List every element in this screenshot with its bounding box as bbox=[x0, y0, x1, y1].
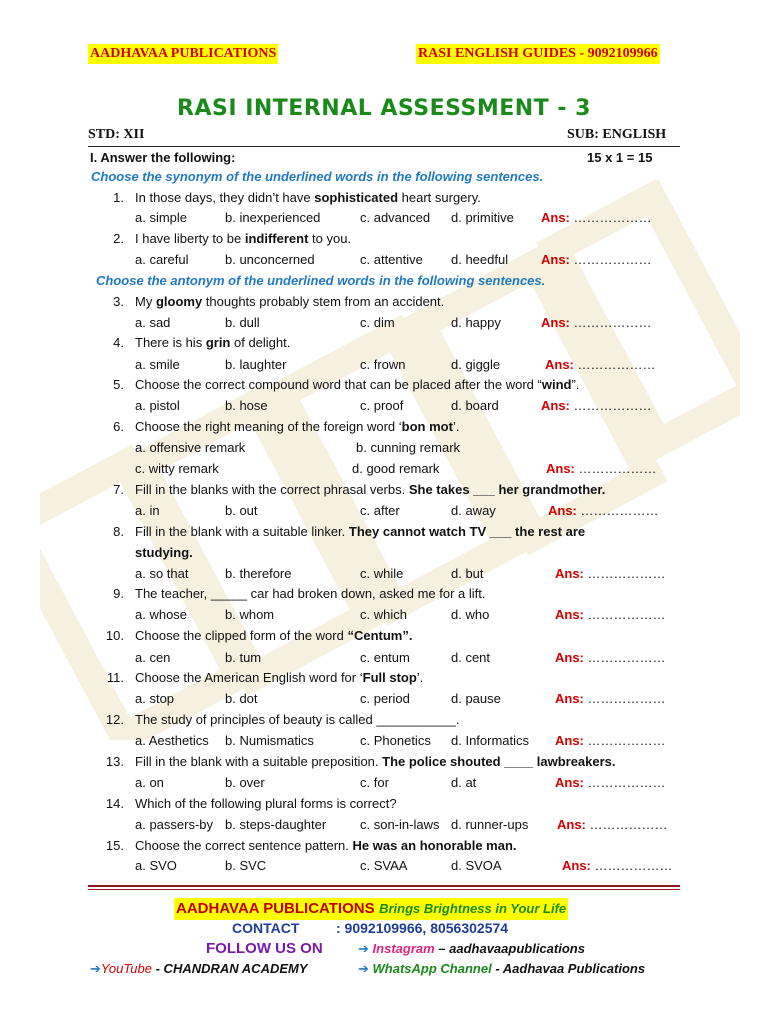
question-number: 8. bbox=[113, 524, 124, 539]
answer-blank[interactable] bbox=[548, 503, 659, 518]
question-text bbox=[135, 586, 486, 601]
answer-dots: ……………… bbox=[573, 398, 652, 413]
question-number: 7. bbox=[113, 482, 124, 497]
answer-label: Ans: bbox=[555, 566, 584, 581]
question-text-plain: Choose the clipped form of the word bbox=[135, 628, 348, 643]
answer-option[interactable]: d. primitive bbox=[451, 210, 514, 225]
answer-option[interactable]: b. inexperienced bbox=[225, 210, 321, 225]
arrow-icon: ➔ bbox=[358, 961, 369, 976]
question-number: 12. bbox=[105, 712, 124, 727]
question-text bbox=[135, 524, 585, 539]
question-text-plain: In those days, they didn’t have bbox=[135, 190, 315, 205]
footer-publisher: AADHAVAA PUBLICATIONS bbox=[176, 900, 375, 917]
whatsapp-label: WhatsApp Channel bbox=[372, 961, 492, 976]
answer-option[interactable]: b. steps-daughter bbox=[225, 817, 327, 832]
answer-option[interactable]: b. cunning remark bbox=[356, 440, 461, 455]
answer-option[interactable]: b. therefore bbox=[225, 566, 292, 581]
answer-blank[interactable] bbox=[562, 858, 673, 873]
answer-label: Ans: bbox=[546, 461, 575, 476]
contact-label: CONTACT bbox=[232, 920, 300, 936]
question-text-plain: The teacher, _____ car had broken down, asked me for a lift. bbox=[135, 586, 486, 601]
answer-option[interactable]: b. tum bbox=[225, 650, 262, 665]
question-text-plain: thoughts probably stem from an accident. bbox=[202, 294, 445, 309]
footer-brand bbox=[174, 898, 568, 920]
subject-label: SUB: ENGLISH bbox=[567, 127, 667, 142]
instruction-synonym: Choose the synonym of the underlined words in the following sentences. bbox=[91, 169, 544, 184]
answer-option[interactable]: a. stop bbox=[135, 691, 175, 706]
answer-option[interactable]: b. unconcerned bbox=[225, 252, 315, 267]
answer-blank[interactable] bbox=[555, 650, 666, 665]
contact-value: : 9092109966, 8056302574 bbox=[336, 920, 509, 936]
answer-dots: ……………… bbox=[587, 607, 666, 622]
answer-option[interactable]: d. giggle bbox=[451, 357, 501, 372]
answer-option[interactable]: c. son-in-laws bbox=[360, 817, 440, 832]
question-text bbox=[135, 670, 423, 685]
answer-option[interactable]: a. Aesthetics bbox=[135, 733, 209, 748]
follow-heading: FOLLOW US ON bbox=[206, 940, 323, 957]
answer-option[interactable]: c. dim bbox=[360, 315, 395, 330]
answer-label: Ans: bbox=[555, 607, 584, 622]
question-text-emphasis: gloomy bbox=[155, 294, 203, 309]
answer-blank[interactable] bbox=[555, 607, 666, 622]
footer-divider-thin bbox=[88, 889, 680, 890]
question-number: 10. bbox=[105, 628, 124, 643]
answer-label: Ans: bbox=[555, 775, 584, 790]
answer-option[interactable]: c. after bbox=[360, 503, 400, 518]
question-text-plain: Fill in the blank with a suitable linker. bbox=[135, 524, 349, 539]
answer-option[interactable]: d. heedful bbox=[451, 252, 509, 267]
answer-label: Ans: bbox=[555, 733, 584, 748]
answer-option[interactable]: a. SVO bbox=[135, 858, 177, 873]
answer-option[interactable]: c. period bbox=[360, 691, 410, 706]
answer-option[interactable]: b. Numismatics bbox=[225, 733, 314, 748]
answer-option[interactable]: d. who bbox=[451, 607, 490, 622]
youtube-label: YouTube bbox=[100, 961, 152, 976]
instruction-antonym: Choose the antonym of the underlined words in the following sentences. bbox=[96, 273, 546, 288]
answer-dots: ……………… bbox=[587, 650, 666, 665]
question-number: 14. bbox=[105, 796, 124, 811]
question-number: 6. bbox=[113, 419, 124, 434]
youtube-channel: - CHANDRAN ACADEMY bbox=[152, 961, 308, 976]
question-text-plain: to you. bbox=[308, 231, 352, 246]
answer-option[interactable]: c. while bbox=[360, 566, 404, 581]
question-text-plain: Fill in the blanks with the correct phrasal verbs. bbox=[135, 482, 409, 497]
answer-label: Ans: bbox=[555, 650, 584, 665]
answer-blank[interactable] bbox=[555, 775, 666, 790]
answer-label: Ans: bbox=[541, 315, 570, 330]
question-text-emphasis: wind bbox=[541, 377, 572, 392]
footer-tagline: Brings Brightness in Your Life bbox=[379, 901, 567, 916]
question-text-plain: of delight. bbox=[230, 335, 291, 350]
answer-dots: ……………… bbox=[587, 691, 666, 706]
answer-option[interactable]: b. hose bbox=[225, 398, 268, 413]
question-text-emphasis: She takes ___ her grandmother. bbox=[408, 482, 606, 497]
answer-option[interactable]: b. over bbox=[225, 775, 265, 790]
question-text-plain: Choose the correct compound word that can be placed after the word “ bbox=[135, 377, 542, 392]
question-text bbox=[135, 190, 481, 205]
answer-dots: ……………… bbox=[577, 357, 656, 372]
answer-option[interactable]: a. pistol bbox=[135, 398, 180, 413]
question-text bbox=[135, 628, 412, 643]
answer-option[interactable]: a. offensive remark bbox=[135, 440, 246, 455]
answer-dots: ……………… bbox=[573, 315, 652, 330]
question-number: 1. bbox=[113, 190, 124, 205]
answer-option[interactable]: a. whose bbox=[135, 607, 188, 622]
question-number: 13. bbox=[105, 754, 124, 769]
instagram-label: Instagram bbox=[372, 941, 435, 956]
footer-divider bbox=[88, 885, 680, 887]
question-number: 15. bbox=[105, 838, 124, 853]
question-text-plain: ’. bbox=[452, 419, 460, 434]
whatsapp-link[interactable] bbox=[358, 961, 645, 977]
question-text-plain: ”. bbox=[571, 377, 580, 392]
question-text-plain: There is his bbox=[135, 335, 206, 350]
answer-dots: ……………… bbox=[589, 817, 668, 832]
answer-option[interactable]: d. but bbox=[451, 566, 484, 581]
answer-option[interactable]: a. passers-by bbox=[135, 817, 214, 832]
answer-option[interactable]: d. runner-ups bbox=[451, 817, 529, 832]
question-text-emphasis: “Centum”. bbox=[347, 628, 413, 643]
question-text bbox=[135, 712, 460, 727]
answer-option[interactable]: c. SVAA bbox=[360, 858, 408, 873]
answer-option[interactable]: c. frown bbox=[360, 357, 406, 372]
question-text-plain: The study of principles of beauty is called ___________. bbox=[135, 712, 460, 727]
answer-option[interactable]: d. SVOA bbox=[451, 858, 502, 873]
answer-label: Ans: bbox=[548, 503, 577, 518]
arrow-icon: ➔ bbox=[90, 961, 101, 976]
answer-option[interactable]: d. happy bbox=[451, 315, 501, 330]
answer-option[interactable]: d. Informatics bbox=[451, 733, 530, 748]
answer-blank[interactable] bbox=[555, 733, 666, 748]
answer-dots: ……………… bbox=[587, 566, 666, 581]
question-number: 4. bbox=[113, 335, 124, 350]
answer-label: Ans: bbox=[555, 691, 584, 706]
question-text-emphasis: He was an honorable man. bbox=[352, 838, 517, 853]
answer-blank[interactable] bbox=[555, 691, 666, 706]
question-text bbox=[135, 796, 397, 811]
answer-option[interactable]: b. out bbox=[225, 503, 258, 518]
question-number: 5. bbox=[113, 377, 124, 392]
question-text-plain: I have liberty to be bbox=[135, 231, 245, 246]
question-text-plain: Choose the correct sentence pattern. bbox=[135, 838, 353, 853]
answer-option[interactable]: a. careful bbox=[135, 252, 189, 267]
arrow-icon: ➔ bbox=[358, 941, 369, 956]
header-divider bbox=[88, 146, 680, 147]
answer-label: Ans: bbox=[541, 398, 570, 413]
answer-option[interactable]: d. pause bbox=[451, 691, 501, 706]
answer-dots: ……………… bbox=[578, 461, 657, 476]
question-text-emphasis: Full stop bbox=[362, 670, 417, 685]
std-label: STD: XII bbox=[88, 127, 145, 142]
question-text-plain: Choose the right meaning of the foreign word ‘ bbox=[135, 419, 402, 434]
question-text-plain: ’. bbox=[416, 670, 424, 685]
answer-option[interactable]: d. cent bbox=[451, 650, 491, 665]
answer-blank[interactable] bbox=[541, 252, 652, 267]
answer-option[interactable]: c. proof bbox=[360, 398, 404, 413]
question-text bbox=[135, 294, 444, 309]
answer-option[interactable]: c. witty remark bbox=[135, 461, 219, 476]
answer-option[interactable]: b. laughter bbox=[225, 357, 287, 372]
question-text bbox=[135, 377, 579, 392]
question-text-emphasis: They cannot watch TV ___ the rest are bbox=[348, 524, 586, 539]
question-number: 3. bbox=[113, 294, 124, 309]
question-text-emphasis: sophisticated bbox=[314, 190, 399, 205]
question-text-emphasis: bon mot bbox=[401, 419, 453, 434]
question-text-emphasis: The police shouted ____ lawbreakers. bbox=[382, 754, 616, 769]
question-text bbox=[135, 754, 616, 769]
question-number: 2. bbox=[113, 231, 124, 246]
question-text-emphasis: indifferent bbox=[244, 231, 309, 246]
answer-dots: ……………… bbox=[573, 210, 652, 225]
question-text bbox=[135, 335, 290, 350]
answer-option[interactable]: b. whom bbox=[225, 607, 275, 622]
answer-option[interactable]: a. smile bbox=[135, 357, 180, 372]
question-text bbox=[135, 231, 351, 246]
question-number: 9. bbox=[113, 586, 124, 601]
answer-dots: ……………… bbox=[594, 858, 673, 873]
question-text-plain: Fill in the blank with a suitable preposition. bbox=[135, 754, 383, 769]
header-publisher: AADHAVAA PUBLICATIONS bbox=[88, 44, 278, 64]
answer-option[interactable]: d. away bbox=[451, 503, 496, 518]
question-text-continued: studying. bbox=[135, 545, 193, 560]
answer-option[interactable]: c. attentive bbox=[360, 252, 423, 267]
header-guides: RASI ENGLISH GUIDES - 9092109966 bbox=[416, 44, 660, 64]
answer-option[interactable]: a. cen bbox=[135, 650, 171, 665]
answer-blank[interactable] bbox=[545, 357, 656, 372]
answer-option[interactable]: a. on bbox=[135, 775, 164, 790]
answer-dots: ……………… bbox=[587, 775, 666, 790]
answer-option[interactable]: b. dot bbox=[225, 691, 258, 706]
question-text bbox=[135, 838, 517, 853]
answer-blank[interactable] bbox=[555, 566, 666, 581]
question-text bbox=[135, 419, 459, 434]
answer-blank[interactable] bbox=[557, 817, 668, 832]
instagram-link[interactable] bbox=[358, 941, 585, 957]
answer-dots: ……………… bbox=[573, 252, 652, 267]
answer-label: Ans: bbox=[541, 210, 570, 225]
section-heading: I. Answer the following: bbox=[90, 150, 236, 165]
answer-blank[interactable] bbox=[541, 210, 652, 225]
youtube-link[interactable] bbox=[90, 961, 308, 977]
answer-dots: ……………… bbox=[587, 733, 666, 748]
answer-option[interactable]: a. so that bbox=[135, 566, 189, 581]
answer-label: Ans: bbox=[541, 252, 570, 267]
answer-blank[interactable] bbox=[541, 398, 652, 413]
answer-option[interactable]: c. for bbox=[360, 775, 389, 790]
answer-option[interactable]: c. Phonetics bbox=[360, 733, 431, 748]
answer-option[interactable]: c. entum bbox=[360, 650, 410, 665]
question-text bbox=[135, 482, 605, 497]
answer-option[interactable]: d. at bbox=[451, 775, 477, 790]
question-text-plain: Choose the American English word for ‘ bbox=[135, 670, 363, 685]
answer-label: Ans: bbox=[545, 357, 574, 372]
answer-blank[interactable] bbox=[541, 315, 652, 330]
question-text-plain: My bbox=[135, 294, 156, 309]
answer-blank[interactable] bbox=[546, 461, 657, 476]
instagram-handle: – aadhavaapublications bbox=[434, 941, 585, 956]
answer-option[interactable]: c. advanced bbox=[360, 210, 431, 225]
answer-option[interactable]: d. good remark bbox=[352, 461, 440, 476]
question-number: 11. bbox=[106, 670, 124, 685]
answer-label: Ans: bbox=[562, 858, 591, 873]
answer-option[interactable]: d. board bbox=[451, 398, 499, 413]
whatsapp-channel: - Aadhavaa Publications bbox=[491, 961, 646, 976]
answer-option[interactable]: c. which bbox=[360, 607, 407, 622]
answer-option[interactable]: a. sad bbox=[135, 315, 171, 330]
answer-option[interactable]: b. SVC bbox=[225, 858, 267, 873]
question-text-plain: heart surgery. bbox=[398, 190, 481, 205]
page-title: RASI INTERNAL ASSESSMENT - 3 bbox=[177, 96, 591, 121]
question-text-emphasis: grin bbox=[205, 335, 231, 350]
section-marks: 15 x 1 = 15 bbox=[587, 150, 653, 165]
answer-option[interactable]: b. dull bbox=[225, 315, 260, 330]
answer-option[interactable]: a. simple bbox=[135, 210, 188, 225]
question-text-plain: Which of the following plural forms is correct? bbox=[135, 796, 397, 811]
answer-label: Ans: bbox=[557, 817, 586, 832]
answer-dots: ……………… bbox=[580, 503, 659, 518]
answer-option[interactable]: a. in bbox=[135, 503, 160, 518]
